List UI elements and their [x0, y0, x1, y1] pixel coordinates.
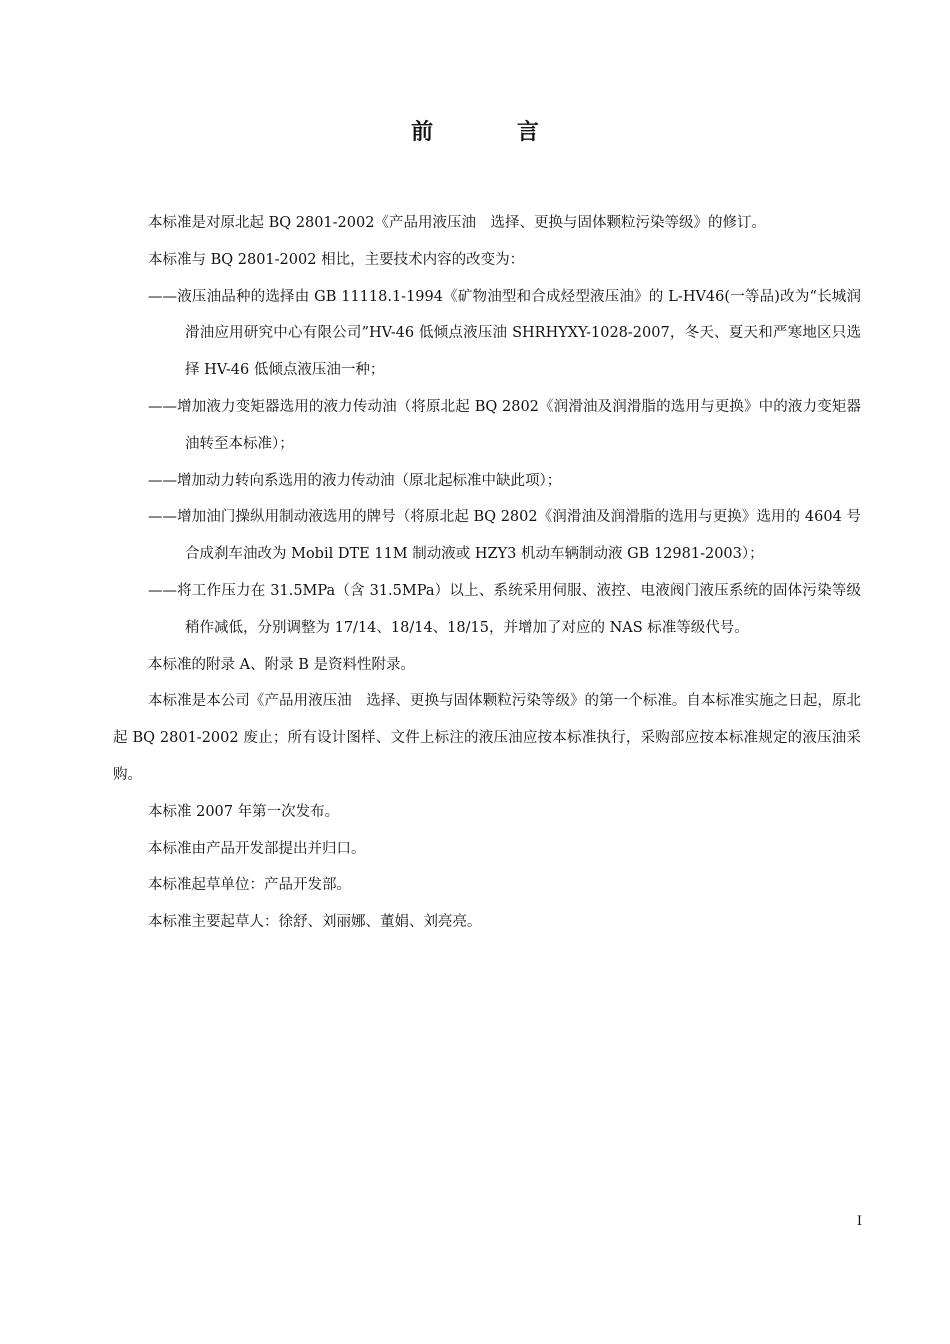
paragraph-main-drafters: 本标准主要起草人：徐舒、刘丽娜、董娟、刘亮亮。	[148, 914, 482, 931]
paragraph-revision-note: 本标准是对原北起 BQ 2801-2002《产品用液压油 选择、更换与固体颗粒污染等级》的修订。	[148, 215, 766, 231]
paragraph-appendix-note: 本标准的附录 A、附录 B 是资料性附录。	[148, 656, 415, 673]
paragraph-proposed-by: 本标准由产品开发部提出并归口。	[148, 840, 366, 857]
change-item-hydraulic-oil: ——液压油品种的选择由 GB 11118.1-1994《矿物油型和合成烃型液压油》的 L-HV46(一等品)改为“长城润滑油应用研究中心有限公司”HV-46 低倾点液压油 SHRHYXY-1028-2007，冬天、夏天和严寒地区只选择 HV-46 低倾点液压油一种；	[148, 288, 861, 379]
change-item-torque-converter: ——增加液力变矩器选用的液力传动油（将原北起 BQ 2802《润滑油及润滑脂的选用与更换》中的液力变矩器油转至本标准）；	[148, 398, 861, 452]
change-item-brake-fluid: ——增加油门操纵用制动液选用的牌号（将原北起 BQ 2802《润滑油及润滑脂的选用与更换》选用的 4604 号合成刹车油改为 Mobil DTE 11M 制动液或 HZY3 机动车辆制动液 GB 12981-2003）；	[148, 509, 861, 563]
paragraph-standard-status: 本标准是本公司《产品用液压油 选择、更换与固体颗粒污染等级》的第一个标准。自本标准实施之日起，原北起 BQ 2801-2002 废止；所有设计图样、文件上标注的液压油应按本标准执行，采购部应按本标准规定的液压油采购。	[113, 693, 861, 783]
document-body	[113, 205, 861, 941]
page-title: 前 言	[411, 120, 577, 145]
page-number: I	[856, 1214, 862, 1229]
change-item-contamination-level: ——将工作压力在 31.5MPa（含 31.5MPa）以上、系统采用伺服、液控、电液阀门液压系统的固体污染等级稍作减低，分别调整为 17/14、18/14、18/15，并增加了对应的 NAS 标准等级代号。	[148, 582, 861, 636]
paragraph-drafting-unit: 本标准起草单位：产品开发部。	[148, 877, 351, 894]
change-item-power-steering: ——增加动力转向系选用的液力传动油（原北起标准中缺此项）；	[148, 472, 562, 489]
paragraph-changes-intro: 本标准与 BQ 2801-2002 相比，主要技术内容的改变为：	[148, 251, 525, 268]
paragraph-publication: 本标准 2007 年第一次发布。	[148, 803, 340, 820]
